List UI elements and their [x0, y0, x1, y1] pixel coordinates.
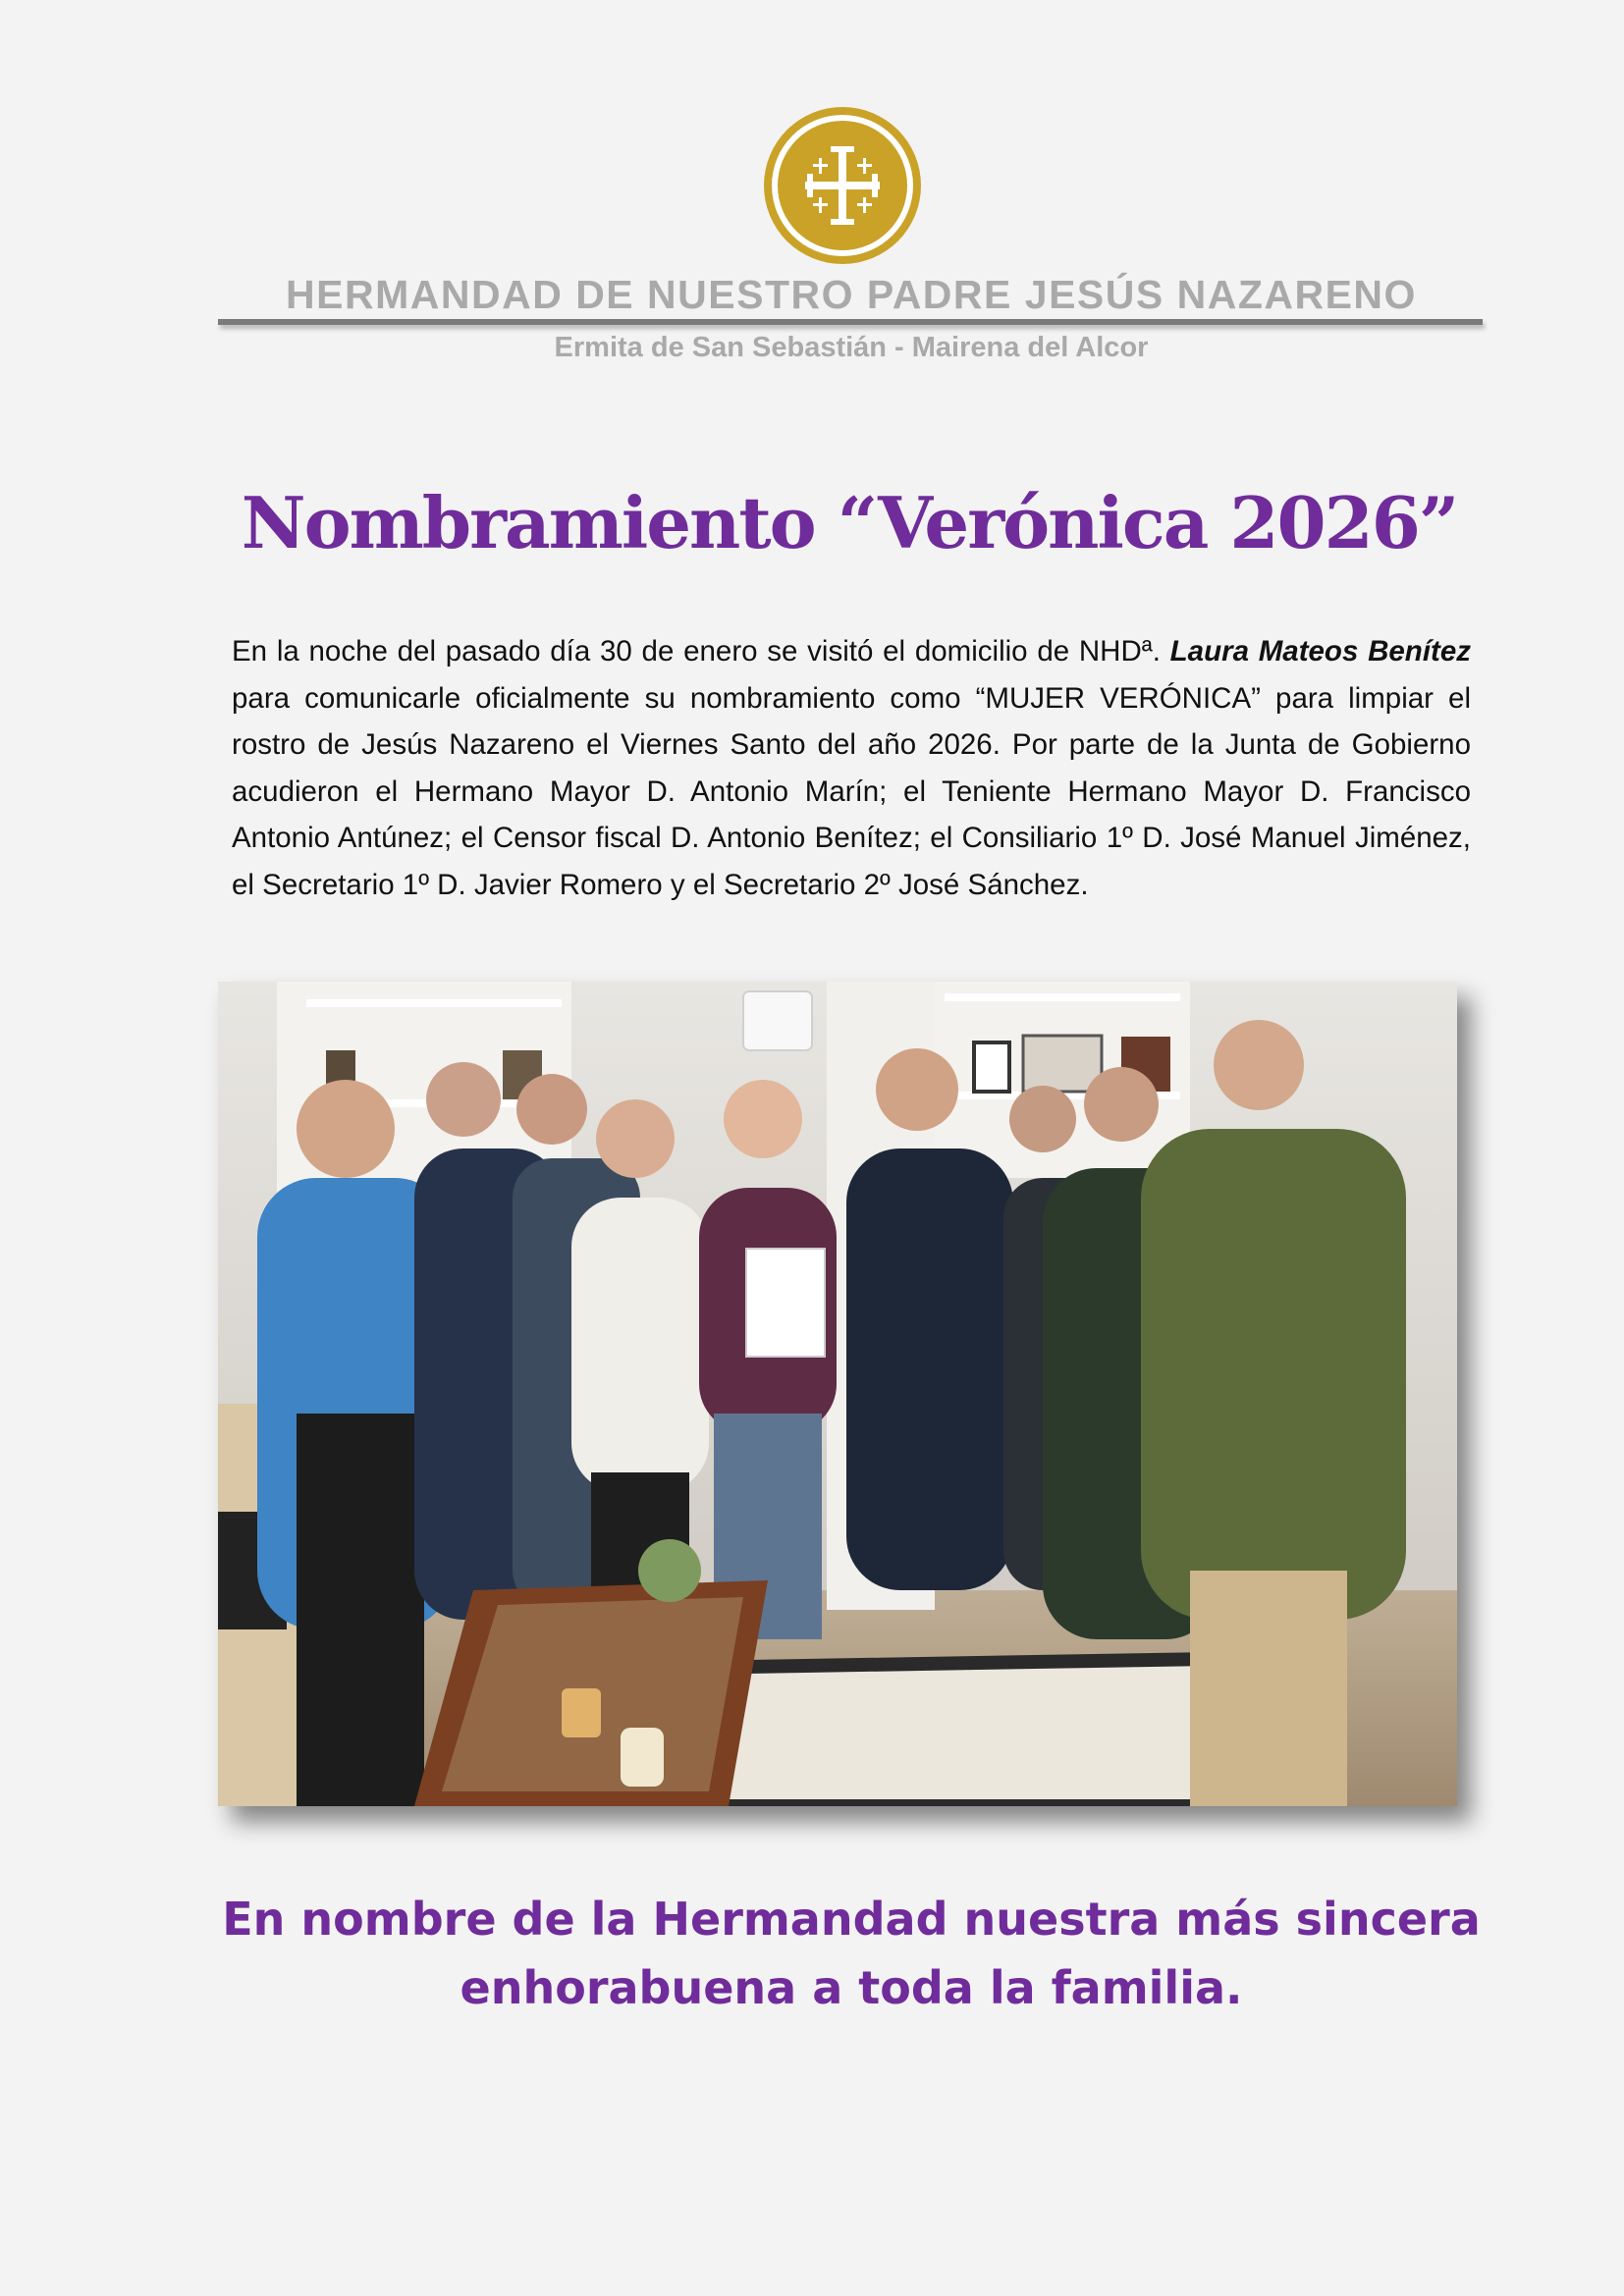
body-rest: para comunicarle oficialmente su nombramiento como “MUJER VERÓNICA” para limpiar el rostro de Jesús Nazareno el Viernes Santo del año 2026. Por parte de la Junta de Gobierno acudieron el Hermano Mayor D. Antonio Marín; el Teniente Hermano Mayor D. Francisco Antonio Antúnez; el Censor fiscal D. Antonio Benítez; el Consiliario 1º D. José Manuel Jiménez, el Secretario 1º D. Javier Romero y el Secretario 2º José Sánchez. — [232, 681, 1471, 901]
group-photo — [218, 982, 1457, 1806]
organization-subtitle: Ermita de San Sebastián - Mairena del Alcor — [554, 332, 1149, 363]
header-divider — [218, 319, 1483, 325]
hermandad-logo — [762, 105, 923, 266]
group-photo-illustration — [218, 982, 1457, 1806]
organization-name: HERMANDAD DE NUESTRO PADRE JESÚS NAZARENO — [286, 272, 1417, 317]
body-intro: En la noche del pasado día 30 de enero se visitó el domicilio de NHDª. — [232, 635, 1170, 667]
closing-line-1: En nombre de la Hermandad nuestra más sincera — [222, 1893, 1481, 1946]
closing-line-2: enhorabuena a toda la familia. — [460, 1961, 1243, 2014]
closing-message — [196, 1885, 1506, 2022]
jerusalem-cross-icon — [762, 105, 923, 266]
honoree-name: Laura Mateos Benítez — [1169, 635, 1471, 667]
body-paragraph — [232, 628, 1471, 908]
page-title: Nombramiento “Verónica 2026” — [241, 481, 1458, 564]
